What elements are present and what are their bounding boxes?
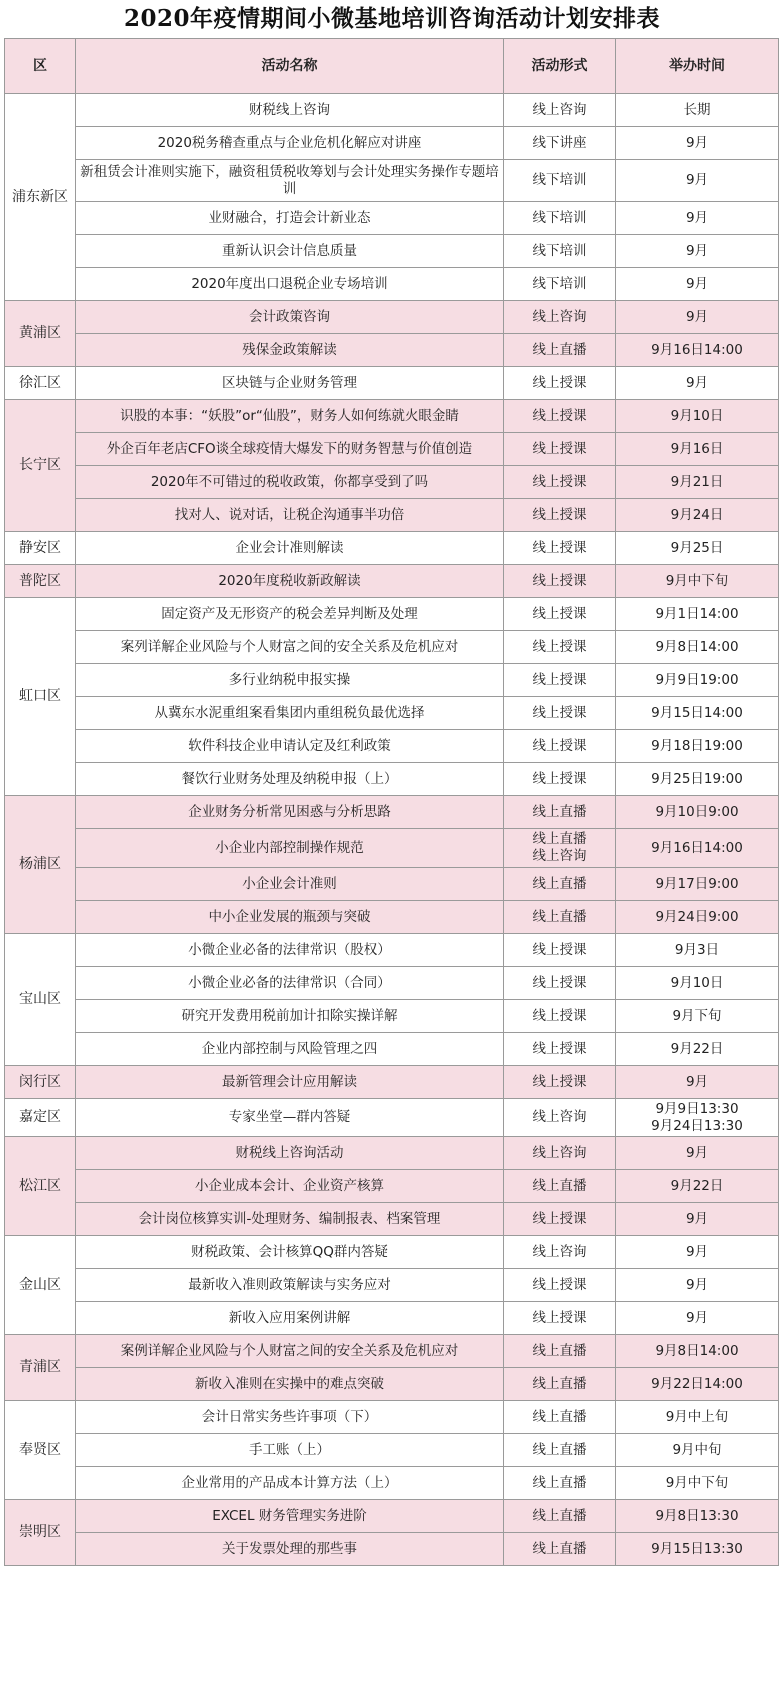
time-cell: 9月10日 bbox=[616, 967, 779, 1000]
activity-name-cell: 外企百年老店CFO谈全球疫情大爆发下的财务智慧与价值创造 bbox=[76, 433, 504, 466]
table-row bbox=[5, 1170, 779, 1203]
activity-name-cell: 中小企业发展的瓶颈与突破 bbox=[76, 901, 504, 934]
time-cell: 9月22日14:00 bbox=[616, 1368, 779, 1401]
activity-form-cell: 线上直播 bbox=[504, 796, 616, 829]
time-cell: 9月8日14:00 bbox=[616, 1335, 779, 1368]
table-row bbox=[5, 301, 779, 334]
schedule-table bbox=[4, 38, 779, 1566]
activity-form-cell: 线上直播 bbox=[504, 1170, 616, 1203]
activity-name-cell: 会计岗位核算实训-处理财务、编制报表、档案管理 bbox=[76, 1203, 504, 1236]
activity-name-cell: 案例详解企业风险与个人财富之间的安全关系及危机应对 bbox=[76, 1335, 504, 1368]
table-row bbox=[5, 334, 779, 367]
time-cell: 9月22日 bbox=[616, 1170, 779, 1203]
activity-name-cell: 区块链与企业财务管理 bbox=[76, 367, 504, 400]
activity-name-cell: 企业常用的产品成本计算方法（上） bbox=[76, 1467, 504, 1500]
district-cell: 宝山区 bbox=[5, 934, 76, 1066]
activity-name-cell: 业财融合，打造会计新业态 bbox=[76, 202, 504, 235]
activity-form-cell: 线上咨询 bbox=[504, 1137, 616, 1170]
time-cell: 9月9日13:30 9月24日13:30 bbox=[616, 1099, 779, 1137]
activity-name-cell: 小企业会计准则 bbox=[76, 868, 504, 901]
activity-name-cell: 小微企业必备的法律常识（股权） bbox=[76, 934, 504, 967]
time-cell: 9月24日9:00 bbox=[616, 901, 779, 934]
activity-name-cell: 软件科技企业申请认定及红利政策 bbox=[76, 730, 504, 763]
activity-form-cell: 线上授课 bbox=[504, 1203, 616, 1236]
district-cell: 虹口区 bbox=[5, 598, 76, 796]
activity-name-cell: 专家坐堂—群内答疑 bbox=[76, 1099, 504, 1137]
time-cell: 9月8日13:30 bbox=[616, 1500, 779, 1533]
activity-form-cell: 线下讲座 bbox=[504, 127, 616, 160]
time-cell: 9月16日 bbox=[616, 433, 779, 466]
time-cell: 9月下旬 bbox=[616, 1000, 779, 1033]
activity-form-cell: 线上直播 bbox=[504, 334, 616, 367]
district-cell: 奉贤区 bbox=[5, 1401, 76, 1500]
activity-form-cell: 线下培训 bbox=[504, 268, 616, 301]
activity-form-cell: 线上授课 bbox=[504, 1302, 616, 1335]
table-row bbox=[5, 433, 779, 466]
district-cell: 普陀区 bbox=[5, 565, 76, 598]
time-cell: 9月 bbox=[616, 1302, 779, 1335]
activity-name-cell: 财税政策、会计核算QQ群内答疑 bbox=[76, 1236, 504, 1269]
table-row bbox=[5, 1236, 779, 1269]
table-row bbox=[5, 466, 779, 499]
table-row bbox=[5, 697, 779, 730]
table-row bbox=[5, 202, 779, 235]
time-cell: 9月 bbox=[616, 268, 779, 301]
activity-form-cell: 线上授课 bbox=[504, 1033, 616, 1066]
activity-name-cell: 找对人、说对话，让税企沟通事半功倍 bbox=[76, 499, 504, 532]
table-row bbox=[5, 763, 779, 796]
activity-form-cell: 线上授课 bbox=[504, 631, 616, 664]
activity-name-cell: 餐饮行业财务处理及纳税申报（上） bbox=[76, 763, 504, 796]
district-cell: 静安区 bbox=[5, 532, 76, 565]
activity-form-cell: 线上咨询 bbox=[504, 1099, 616, 1137]
activity-form-cell: 线上咨询 bbox=[504, 301, 616, 334]
activity-form-cell: 线上直播 线上咨询 bbox=[504, 829, 616, 868]
time-cell: 9月15日13:30 bbox=[616, 1533, 779, 1566]
activity-form-cell: 线上授课 bbox=[504, 433, 616, 466]
table-row bbox=[5, 499, 779, 532]
activity-name-cell: 残保金政策解读 bbox=[76, 334, 504, 367]
district-cell: 长宁区 bbox=[5, 400, 76, 532]
district-cell: 杨浦区 bbox=[5, 796, 76, 934]
table-row bbox=[5, 664, 779, 697]
time-cell: 9月 bbox=[616, 235, 779, 268]
table-row bbox=[5, 901, 779, 934]
activity-form-cell: 线上授课 bbox=[504, 466, 616, 499]
activity-form-cell: 线上授课 bbox=[504, 400, 616, 433]
table-row bbox=[5, 1401, 779, 1434]
time-cell: 9月 bbox=[616, 301, 779, 334]
table-row bbox=[5, 400, 779, 433]
time-cell: 9月 bbox=[616, 367, 779, 400]
district-cell: 黄浦区 bbox=[5, 301, 76, 367]
activity-form-cell: 线上授课 bbox=[504, 763, 616, 796]
time-cell: 9月 bbox=[616, 160, 779, 202]
activity-form-cell: 线上授课 bbox=[504, 1066, 616, 1099]
activity-form-cell: 线上直播 bbox=[504, 1500, 616, 1533]
activity-form-cell: 线上授课 bbox=[504, 532, 616, 565]
activity-name-cell: 企业会计准则解读 bbox=[76, 532, 504, 565]
activity-name-cell: 企业财务分析常见困惑与分析思路 bbox=[76, 796, 504, 829]
district-cell: 浦东新区 bbox=[5, 94, 76, 301]
table-row bbox=[5, 94, 779, 127]
district-cell: 松江区 bbox=[5, 1137, 76, 1236]
activity-form-cell: 线上授课 bbox=[504, 499, 616, 532]
time-cell: 9月 bbox=[616, 1269, 779, 1302]
activity-form-cell: 线上授课 bbox=[504, 1269, 616, 1302]
activity-form-cell: 线上直播 bbox=[504, 1533, 616, 1566]
page-title: 2020年疫情期间小微基地培训咨询活动计划安排表 bbox=[123, 5, 660, 32]
time-cell: 9月16日14:00 bbox=[616, 334, 779, 367]
activity-name-cell: 小企业内部控制操作规范 bbox=[76, 829, 504, 868]
table-row bbox=[5, 1533, 779, 1566]
table-row bbox=[5, 1335, 779, 1368]
activity-form-cell: 线上授课 bbox=[504, 565, 616, 598]
header-activity-form: 活动形式 bbox=[504, 39, 616, 94]
district-cell: 青浦区 bbox=[5, 1335, 76, 1401]
activity-name-cell: 最新收入准则政策解读与实务应对 bbox=[76, 1269, 504, 1302]
activity-name-cell: 小企业成本会计、企业资产核算 bbox=[76, 1170, 504, 1203]
table-row bbox=[5, 127, 779, 160]
table-row bbox=[5, 934, 779, 967]
table-row bbox=[5, 1066, 779, 1099]
table-row bbox=[5, 1033, 779, 1066]
activity-form-cell: 线上授课 bbox=[504, 967, 616, 1000]
table-row bbox=[5, 631, 779, 664]
activity-form-cell: 线上直播 bbox=[504, 1434, 616, 1467]
time-cell: 9月16日14:00 bbox=[616, 829, 779, 868]
activity-name-cell: 2020税务稽查重点与企业危机化解应对讲座 bbox=[76, 127, 504, 160]
header-activity-name: 活动名称 bbox=[76, 39, 504, 94]
activity-name-cell: 会计日常实务些许事项（下） bbox=[76, 1401, 504, 1434]
time-cell: 9月25日19:00 bbox=[616, 763, 779, 796]
time-cell: 9月25日 bbox=[616, 532, 779, 565]
activity-name-cell: 手工账（上） bbox=[76, 1434, 504, 1467]
activity-name-cell: 2020年度税收新政解读 bbox=[76, 565, 504, 598]
activity-form-cell: 线上直播 bbox=[504, 868, 616, 901]
activity-name-cell: 关于发票处理的那些事 bbox=[76, 1533, 504, 1566]
table-row bbox=[5, 598, 779, 631]
time-cell: 9月22日 bbox=[616, 1033, 779, 1066]
activity-form-cell: 线上直播 bbox=[504, 1335, 616, 1368]
time-cell: 9月 bbox=[616, 127, 779, 160]
time-cell: 9月中上旬 bbox=[616, 1401, 779, 1434]
time-cell: 9月9日19:00 bbox=[616, 664, 779, 697]
activity-name-cell: 财税线上咨询活动 bbox=[76, 1137, 504, 1170]
table-row bbox=[5, 1434, 779, 1467]
table-row bbox=[5, 1000, 779, 1033]
district-cell: 闵行区 bbox=[5, 1066, 76, 1099]
activity-name-cell: 新收入准则在实操中的难点突破 bbox=[76, 1368, 504, 1401]
table-row bbox=[5, 160, 779, 202]
time-cell: 9月中下旬 bbox=[616, 565, 779, 598]
table-row bbox=[5, 967, 779, 1000]
table-row bbox=[5, 1467, 779, 1500]
header-time: 举办时间 bbox=[616, 39, 779, 94]
table-row bbox=[5, 1203, 779, 1236]
activity-form-cell: 线上授课 bbox=[504, 697, 616, 730]
activity-name-cell: 2020年度出口退税企业专场培训 bbox=[76, 268, 504, 301]
time-cell: 9月 bbox=[616, 202, 779, 235]
time-cell: 9月15日14:00 bbox=[616, 697, 779, 730]
district-cell: 徐汇区 bbox=[5, 367, 76, 400]
time-cell: 9月18日19:00 bbox=[616, 730, 779, 763]
time-cell: 9月1日14:00 bbox=[616, 598, 779, 631]
header-district: 区 bbox=[5, 39, 76, 94]
district-cell: 崇明区 bbox=[5, 1500, 76, 1566]
time-cell: 9月 bbox=[616, 1236, 779, 1269]
table-row bbox=[5, 1099, 779, 1137]
table-row bbox=[5, 1269, 779, 1302]
activity-name-cell: 研究开发费用税前加计扣除实操详解 bbox=[76, 1000, 504, 1033]
table-row bbox=[5, 1302, 779, 1335]
time-cell: 9月10日9:00 bbox=[616, 796, 779, 829]
activity-form-cell: 线下培训 bbox=[504, 160, 616, 202]
activity-name-cell: EXCEL 财务管理实务进阶 bbox=[76, 1500, 504, 1533]
activity-name-cell: 识股的本事：“妖股”or“仙股”，财务人如何练就火眼金睛 bbox=[76, 400, 504, 433]
table-row bbox=[5, 367, 779, 400]
activity-form-cell: 线上咨询 bbox=[504, 1236, 616, 1269]
table-row bbox=[5, 1500, 779, 1533]
time-cell: 9月中旬 bbox=[616, 1434, 779, 1467]
activity-name-cell: 最新管理会计应用解读 bbox=[76, 1066, 504, 1099]
activity-name-cell: 新收入应用案例讲解 bbox=[76, 1302, 504, 1335]
table-row bbox=[5, 268, 779, 301]
table-row bbox=[5, 730, 779, 763]
table-row bbox=[5, 1368, 779, 1401]
time-cell: 9月3日 bbox=[616, 934, 779, 967]
activity-form-cell: 线上授课 bbox=[504, 664, 616, 697]
time-cell: 9月 bbox=[616, 1203, 779, 1236]
activity-form-cell: 线上授课 bbox=[504, 367, 616, 400]
time-cell: 长期 bbox=[616, 94, 779, 127]
table-row bbox=[5, 235, 779, 268]
activity-name-cell: 多行业纳税申报实操 bbox=[76, 664, 504, 697]
activity-name-cell: 新租赁会计准则实施下，融资租赁税收筹划与会计处理实务操作专题培训 bbox=[76, 160, 504, 202]
activity-name-cell: 企业内部控制与风险管理之四 bbox=[76, 1033, 504, 1066]
time-cell: 9月中下旬 bbox=[616, 1467, 779, 1500]
table-row bbox=[5, 829, 779, 868]
time-cell: 9月24日 bbox=[616, 499, 779, 532]
table-header-row bbox=[5, 39, 779, 94]
activity-name-cell: 案列详解企业风险与个人财富之间的安全关系及危机应对 bbox=[76, 631, 504, 664]
activity-form-cell: 线上直播 bbox=[504, 1467, 616, 1500]
activity-form-cell: 线上直播 bbox=[504, 901, 616, 934]
activity-form-cell: 线上直播 bbox=[504, 1368, 616, 1401]
time-cell: 9月10日 bbox=[616, 400, 779, 433]
activity-form-cell: 线上直播 bbox=[504, 1401, 616, 1434]
activity-name-cell: 从冀东水泥重组案看集团内重组税负最优选择 bbox=[76, 697, 504, 730]
activity-form-cell: 线上授课 bbox=[504, 730, 616, 763]
activity-form-cell: 线上授课 bbox=[504, 1000, 616, 1033]
time-cell: 9月 bbox=[616, 1137, 779, 1170]
activity-form-cell: 线上授课 bbox=[504, 934, 616, 967]
activity-name-cell: 重新认识会计信息质量 bbox=[76, 235, 504, 268]
activity-form-cell: 线下培训 bbox=[504, 235, 616, 268]
activity-name-cell: 固定资产及无形资产的税会差异判断及处理 bbox=[76, 598, 504, 631]
activity-form-cell: 线下培训 bbox=[504, 202, 616, 235]
district-cell: 嘉定区 bbox=[5, 1099, 76, 1137]
table-row bbox=[5, 532, 779, 565]
activity-name-cell: 会计政策咨询 bbox=[76, 301, 504, 334]
time-cell: 9月8日14:00 bbox=[616, 631, 779, 664]
table-body bbox=[5, 94, 779, 1566]
table-row bbox=[5, 1137, 779, 1170]
activity-name-cell: 小微企业必备的法律常识（合同） bbox=[76, 967, 504, 1000]
table-row bbox=[5, 868, 779, 901]
time-cell: 9月21日 bbox=[616, 466, 779, 499]
activity-name-cell: 财税线上咨询 bbox=[76, 94, 504, 127]
activity-form-cell: 线上咨询 bbox=[504, 94, 616, 127]
activity-form-cell: 线上授课 bbox=[504, 598, 616, 631]
table-row bbox=[5, 796, 779, 829]
table-row bbox=[5, 565, 779, 598]
district-cell: 金山区 bbox=[5, 1236, 76, 1335]
time-cell: 9月17日9:00 bbox=[616, 868, 779, 901]
time-cell: 9月 bbox=[616, 1066, 779, 1099]
activity-name-cell: 2020年不可错过的税收政策，你都享受到了吗 bbox=[76, 466, 504, 499]
